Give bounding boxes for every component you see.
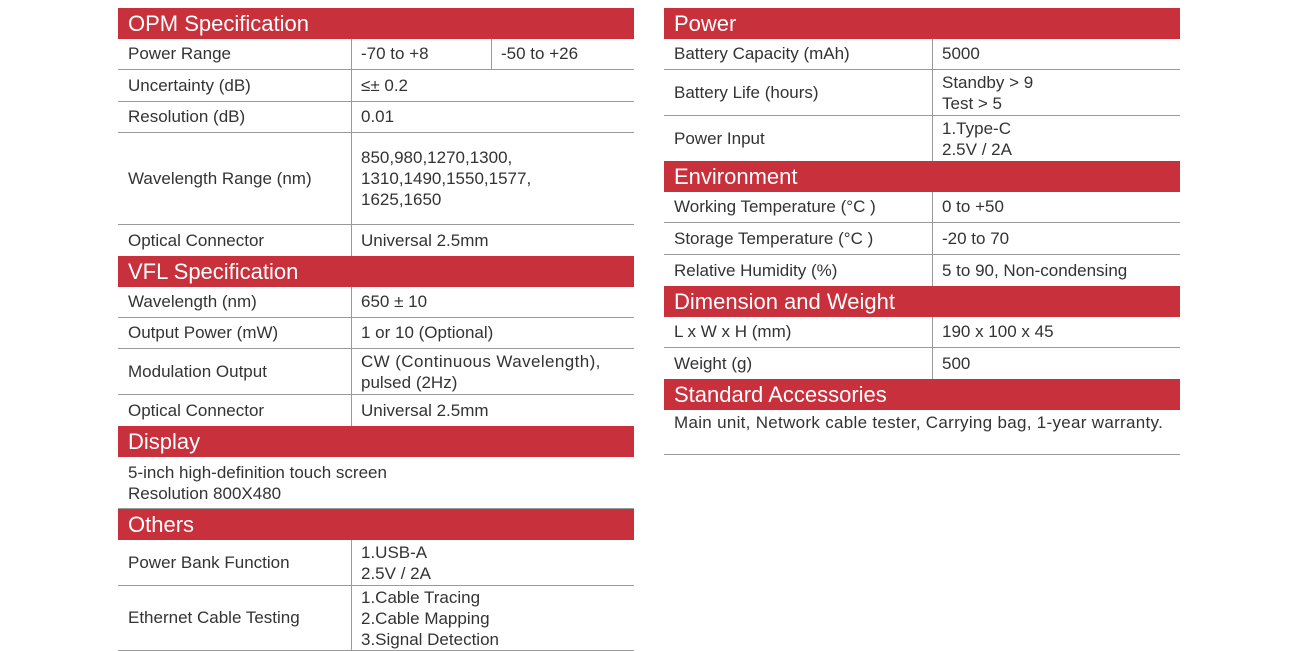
spec-value <box>352 586 634 650</box>
spec-value: 0 to +50 <box>942 197 1004 216</box>
spec-row-resolution <box>118 102 634 133</box>
spec-value <box>352 540 634 585</box>
value-line: 2.5V / 2A <box>361 563 431 583</box>
spec-row-relative-humidity <box>664 255 1180 286</box>
section-header-display: Display <box>118 426 634 457</box>
value-line: Test > 5 <box>942 93 1003 113</box>
spec-value <box>933 116 1180 161</box>
spec-label: Storage Temperature (°C ) <box>664 223 933 254</box>
value-line: 850,980,1270,1300, <box>361 148 513 167</box>
section-header-environment: Environment <box>664 161 1180 192</box>
spec-row-optical-connector <box>118 225 634 256</box>
spec-value <box>352 133 634 224</box>
spec-value <box>933 70 1180 115</box>
spec-row-power-input <box>664 116 1180 161</box>
spec-value: -50 to +26 <box>501 44 579 63</box>
spec-row-power-bank <box>118 540 634 586</box>
spec-row-uncertainty <box>118 70 634 102</box>
value-line: 5-inch high-definition touch screen <box>128 463 387 482</box>
section-header-dimension: Dimension and Weight <box>664 286 1180 317</box>
spec-row-working-temperature <box>664 192 1180 223</box>
spec-row-output-power <box>118 318 634 349</box>
spec-row-battery-life <box>664 70 1180 116</box>
spec-label: Wavelength Range (nm) <box>118 133 352 224</box>
spec-label: Uncertainty (dB) <box>118 70 352 101</box>
spec-label: Optical Connector <box>118 395 352 426</box>
value-line: Resolution 800X480 <box>128 484 282 503</box>
spec-label: Output Power (mW) <box>118 318 352 348</box>
spec-value: 500 <box>942 353 971 373</box>
spec-value: 650 ± 10 <box>361 292 428 311</box>
spec-label: Power Bank Function <box>118 540 352 585</box>
spec-row-wavelength-range <box>118 133 634 225</box>
spec-value: ≤± 0.2 <box>361 75 409 95</box>
accessories-description: Main unit, Network cable tester, Carrying bag, 1-year warranty. <box>664 410 1180 455</box>
right-spec-column <box>664 8 1180 455</box>
section-header-vfl: VFL Specification <box>118 256 634 287</box>
value-line: 1.Cable Tracing <box>361 587 481 607</box>
spec-row-ethernet-testing <box>118 586 634 651</box>
spec-value: 1 or 10 (Optional) <box>361 323 494 342</box>
section-header-power: Power <box>664 8 1180 39</box>
spec-label: Battery Capacity (mAh) <box>664 39 933 69</box>
value-line: Standby > 9 <box>942 72 1034 92</box>
value-line: 3.Signal Detection <box>361 629 499 649</box>
spec-value: Universal 2.5mm <box>361 400 489 420</box>
spec-label: Wavelength (nm) <box>118 287 352 317</box>
spec-row-weight <box>664 348 1180 379</box>
display-description <box>118 457 634 509</box>
spec-label: Optical Connector <box>118 225 352 256</box>
spec-value: -70 to +8 <box>352 39 492 69</box>
spec-row-dimensions <box>664 317 1180 348</box>
spec-label: Battery Life (hours) <box>664 70 933 115</box>
value-line: 1310,1490,1550,1577, <box>361 169 532 188</box>
spec-row-vfl-wavelength <box>118 287 634 318</box>
spec-label: Working Temperature (°C ) <box>664 192 933 222</box>
spec-value: 5000 <box>942 44 980 63</box>
value-line: 1.USB-A <box>361 542 428 562</box>
section-header-opm: OPM Specification <box>118 8 634 39</box>
value-line: 1.Type-C <box>942 118 1011 138</box>
value-line: pulsed (2Hz) <box>361 372 458 392</box>
value-line: 1625,1650 <box>361 190 442 209</box>
spec-row-modulation-output <box>118 349 634 395</box>
spec-value: 190 x 100 x 45 <box>942 322 1054 341</box>
spec-label: Resolution (dB) <box>118 102 352 132</box>
spec-label: L x W x H (mm) <box>664 317 933 347</box>
spec-value: 5 to 90, Non-condensing <box>942 260 1128 280</box>
spec-row-power-range <box>118 39 634 70</box>
section-header-others: Others <box>118 509 634 540</box>
section-header-accessories: Standard Accessories <box>664 379 1180 410</box>
spec-value <box>352 349 634 394</box>
left-spec-column <box>118 8 634 651</box>
value-line: 2.Cable Mapping <box>361 608 490 628</box>
spec-label: Power Range <box>118 39 352 69</box>
spec-value: 0.01 <box>361 107 395 126</box>
spec-label: Weight (g) <box>664 348 933 379</box>
value-line: CW (Continuous Wavelength), <box>361 351 601 371</box>
spec-row-vfl-optical-connector <box>118 395 634 426</box>
value-line: 2.5V / 2A <box>942 139 1012 159</box>
spec-label: Ethernet Cable Testing <box>118 586 352 650</box>
spec-label: Power Input <box>664 116 933 161</box>
spec-value: Universal 2.5mm <box>361 230 489 250</box>
spec-value: -20 to 70 <box>942 228 1010 248</box>
spec-row-storage-temperature <box>664 223 1180 255</box>
spec-label: Modulation Output <box>118 349 352 394</box>
spec-row-battery-capacity <box>664 39 1180 70</box>
spec-label: Relative Humidity (%) <box>664 255 933 286</box>
